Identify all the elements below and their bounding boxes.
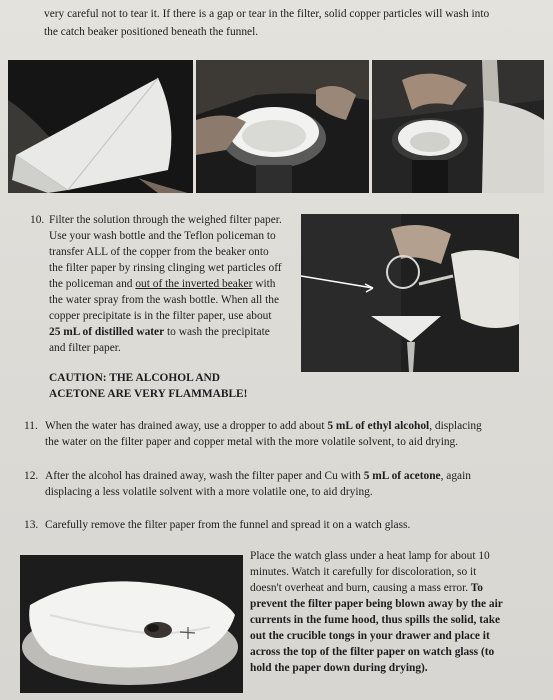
- watch-line-3: [250, 580, 483, 596]
- distilled-water-amount: 25 mL of distilled water: [49, 326, 165, 338]
- watch-line-3-a: doesn't overheat and burn, causing a mass error.: [250, 582, 469, 594]
- step-10-line-5: [49, 276, 276, 292]
- step-11-line-2: the water on the filter paper and copper metal with the more volatile solvent, to aid drying.: [45, 436, 459, 448]
- watch-line-3-b: To: [468, 582, 483, 594]
- filter-in-funnel-photo: [196, 60, 369, 193]
- step-10-line-3: transfer ALL of the copper from the beaker onto: [49, 246, 269, 258]
- acetone-amount: 5 mL of acetone: [363, 470, 441, 482]
- step-11-line-1-a: When the water has drained away, use a dropper to add about: [45, 420, 328, 432]
- wash-bottle-funnel-photo: [372, 60, 544, 193]
- step-11-line-1-c: , displacing: [429, 420, 482, 432]
- watch-line-5: currents in the fume hood, thus spills the solid, take: [250, 614, 501, 626]
- step-10-line-4: the filter paper by rinsing clinging wet particles off: [49, 262, 282, 274]
- filtration-photo: [301, 214, 519, 372]
- step-12-number: 12.: [24, 470, 39, 482]
- step-10-line-6: the water spray from the wash bottle. When all the: [49, 294, 280, 306]
- intro-line-2: the catch beaker positioned beneath the funnel.: [44, 26, 259, 38]
- step-10-number: 10.: [30, 214, 45, 226]
- step-10-line-8: [49, 324, 270, 340]
- step-10-line-1: Filter the solution through the weighed filter paper.: [49, 214, 282, 226]
- step-10-line-8-b: to wash the precipitate: [164, 326, 270, 338]
- watch-line-1: Place the watch glass under a heat lamp for about 10: [250, 550, 490, 562]
- watch-line-4: prevent the filter paper being blown away by the air: [250, 598, 503, 610]
- caution-line-1: CAUTION: THE ALCOHOL AND: [49, 372, 220, 384]
- filter-paper-fold-photo: [8, 60, 193, 193]
- step-12-line-2: displacing a less volatile solvent with a more volatile one, to aid drying.: [45, 486, 373, 498]
- watch-line-6: out the crucible tongs in your drawer and place it: [250, 630, 490, 642]
- step-11-number: 11.: [24, 420, 38, 432]
- step-12-line-1: [45, 468, 471, 484]
- caution-line-2: ACETONE ARE VERY FLAMMABLE!: [49, 388, 248, 400]
- step-11-line-1: [45, 418, 482, 434]
- step-10-line-2: Use your wash bottle and the Teflon policeman to: [49, 230, 276, 242]
- watch-line-7: across the top of the filter paper on watch glass (to: [250, 646, 495, 658]
- inverted-beaker-underlined: out of the inverted beaker: [135, 278, 253, 290]
- watch-glass-photo: [20, 555, 243, 693]
- watch-line-8: hold the paper down during drying).: [250, 662, 428, 674]
- watch-line-2: minutes. Watch it carefully for discoloration, so it: [250, 566, 477, 578]
- step-10-line-5-c: with: [252, 278, 276, 290]
- step-10-line-9: and filter paper.: [49, 342, 121, 354]
- step-12-line-1-a: After the alcohol has drained away, wash the filter paper and Cu with: [45, 470, 364, 482]
- step-13-line-1: Carefully remove the filter paper from the funnel and spread it on a watch glass.: [45, 519, 411, 531]
- step-13-number: 13.: [24, 519, 39, 531]
- ethyl-alcohol-amount: 5 mL of ethyl alcohol: [327, 420, 430, 432]
- intro-line-1: very careful not to tear it. If there is a gap or tear in the filter, solid copper particles will wash into: [44, 8, 490, 20]
- step-12-line-1-c: , again: [440, 470, 471, 482]
- step-10-line-7: copper precipitate is in the filter paper, use about: [49, 310, 272, 322]
- step-10-line-5-a: the policeman and: [49, 278, 136, 290]
